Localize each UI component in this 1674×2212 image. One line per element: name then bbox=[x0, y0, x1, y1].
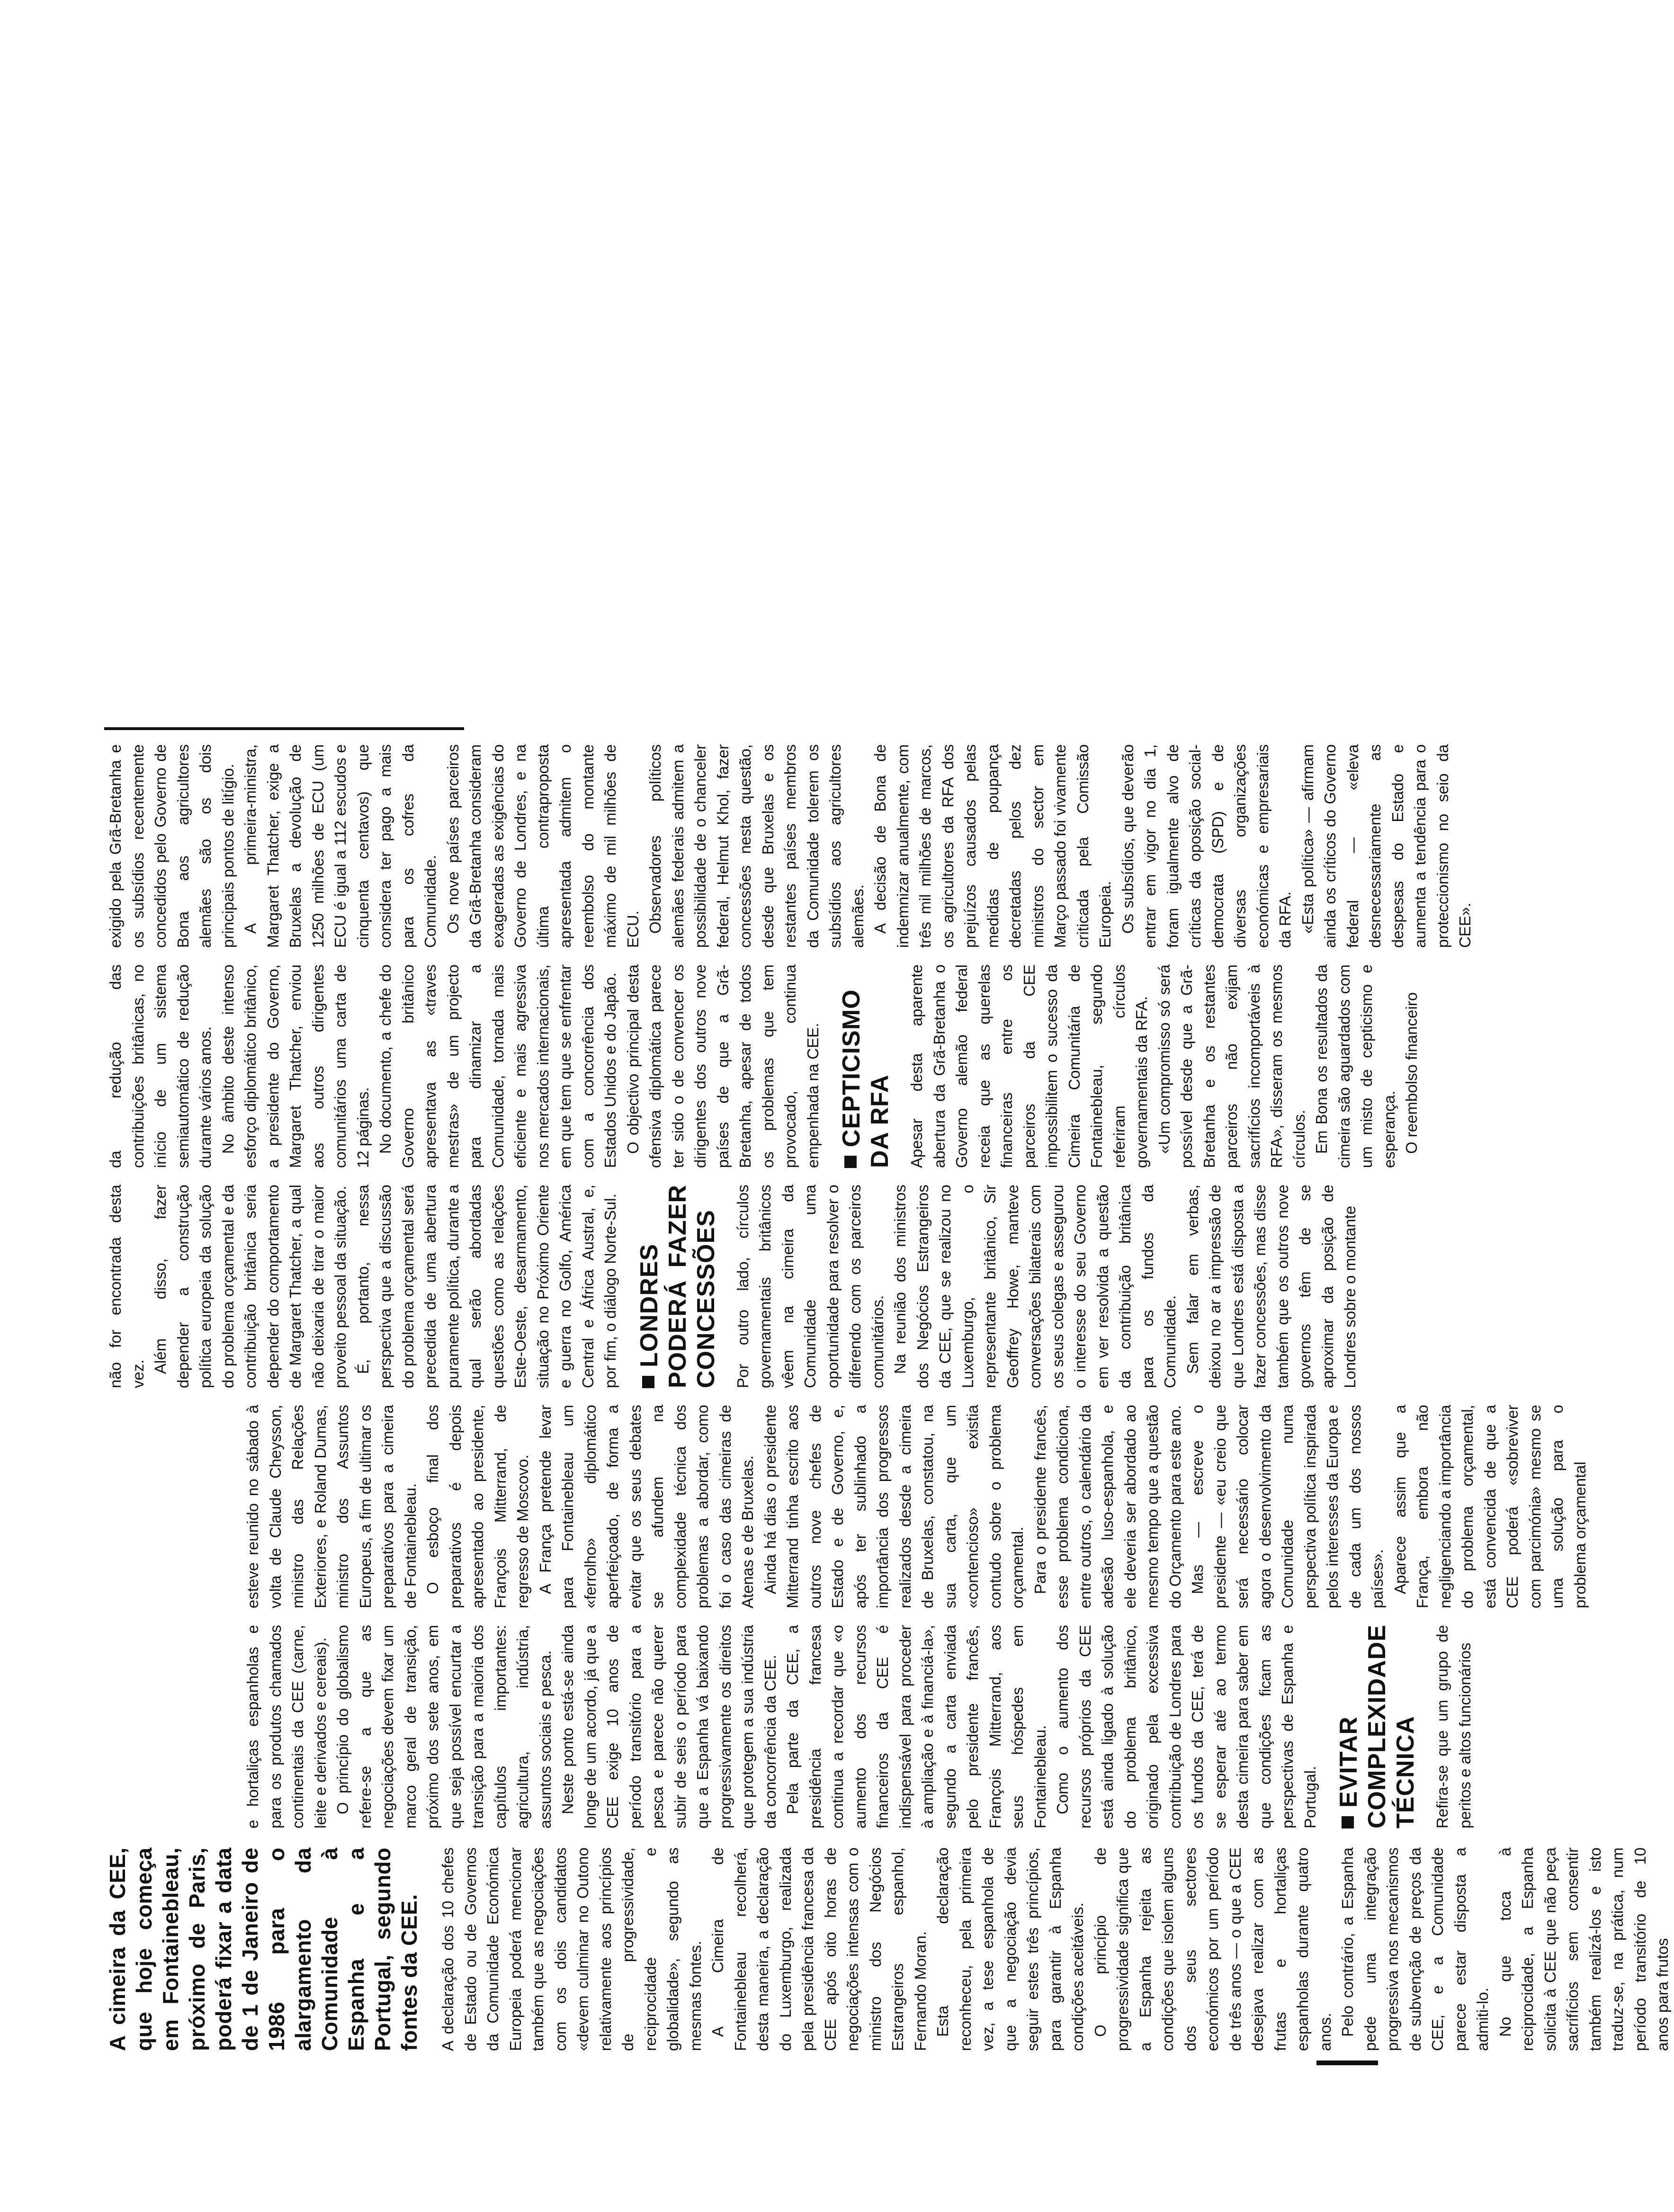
article-column-6 bbox=[104, 744, 1474, 948]
paragraph: No que toca à reciprocidade, a Espanha solicita à CEE que não peça sacrifícios sem consentir também realizá-los e isto traduz-se, na prática, num período transitório de 10 anos para frutos bbox=[1496, 1847, 1671, 2051]
paragraph: não for encontrada desta vez. bbox=[107, 1185, 147, 1388]
paragraph: O reembolso financeiro bbox=[1403, 992, 1420, 1154]
paragraph: O objectivo principal desta ofensiva diplomática parece ter sido o de convencer os dirigentes dos outros nove países de que a Grã-Bretanha, apesar de todos os problemas que tem provocado, continua empenhada na CEE. bbox=[624, 964, 822, 1168]
paragraph: No documento, a chefe do Governo britânico apresentava as «traves mestras» de um projecto para dinamizar a Comunidade, tornada mais eficiente e mais agressiva nos mercados internacionais, em que tem que se enfrentar com a concorrência dos Estados Unidos e do Japão. bbox=[376, 964, 619, 1168]
paragraph: Na reunião dos ministros dos Negócios Estrangeiros da CEE, que se realizou no Luxemburgo, o representante britânico, Sir Geoffrey Howe, manteve conversações bilaterais com os seus colegas e assegurou o interesse do seu Governo em ver resolvida a questão da contribuição britânica para os fundos da Comunidade. bbox=[891, 1185, 1179, 1388]
square-bullet-icon bbox=[642, 1376, 654, 1388]
article-column-2 bbox=[242, 1624, 1474, 1828]
subheading-text: CEPTICISMO DA RFA bbox=[838, 989, 894, 1168]
article-column-4 bbox=[104, 1185, 1383, 1388]
paragraph: Em Bona os resultados da cimeira são aguardados com um misto de cepticismo e esperança. bbox=[1313, 964, 1398, 1168]
paragraph: Além disso, fazer depender a construção política europeia da solução do problema orçamental e da contribuição britânica seria depender do comportamento de Margaret Thatcher, a qual não deixaria de tirar o maior proveito pessoal da situação. bbox=[152, 1185, 349, 1388]
paragraph: e hortaliças espanholas e para os produtos chamados continentais da CEE (carne, leite e derivados e cereais). bbox=[244, 1625, 329, 1828]
paragraph: Observadores políticos alemães federais admitem a possibilidade de o chanceler federal, Helmut Khol, fazer concessões nesta questão, desde que Bruxelas e os restantes países membros da Comunidade tolerem os subsídios aos agricultores alemães. bbox=[646, 744, 867, 948]
paragraph: A decisão de Bona de indemnizar anualmente, com três mil milhões de marcos, os agricultores da RFA dos prejuízos causados pelas medidas de poupança decretadas pelos dez ministros do sector em Março passado foi vivamente criticada pela Comissão Europeia. bbox=[871, 744, 1114, 948]
paragraph: esteve reunido no sábado à volta de Claude Cheysson, ministro das Relações Exteriores, e Roland Dumas, ministro dos Assuntos Europeus, a fim de ultimar os preparativos para a cimeira de Fontainebleau. bbox=[244, 1405, 419, 1608]
paragraph: Pelo contrário, a Espanha pede uma integração progressiva nos mecanismos de subvenção de preços da CEE, e a Comunidade parece estar disposta a admiti-lo. bbox=[1339, 1847, 1491, 2051]
square-bullet-icon bbox=[844, 1156, 857, 1168]
paragraph: Os subsídios, que deverão entrar em vigor no dia 1, foram igualmente alvo de críticas da oposição social-democrata (SPD) e de diversas organizações económicas e empresariais da RFA. bbox=[1119, 744, 1294, 948]
paragraph: Esta declaração reconheceu, pela primeira vez, a tese espanhola de que a negociação devia seguir estes três princípios, para garantir à Espanha condições aceitáveis. bbox=[934, 1847, 1086, 2051]
article-column-5 bbox=[104, 964, 1420, 1168]
paragraph: Para o presidente francês, esse problema condiciona, entre outros, o calendário da adesão luso-espanhola, e ele deveria ser abordado ao mesmo tempo que a questão do Orçamento para este ano. bbox=[1031, 1405, 1184, 1608]
paragraph: Pela parte da CEE, a presidência francesa continua a recordar que «o aumento dos recursos financeiros da CEE é indispensável para proceder à ampliação e à financiá-la», segundo a carta enviada pelo presidente francês, François Mitterrand, aos seus hóspedes em Fontainebleau. bbox=[784, 1625, 1049, 1828]
paragraph: O princípio de progressividade significa que a Espanha rejeita as condições que isolem alguns dos seus sectores económicos por um período de três anos — o que a CEE desejava realizar com as frutas e hortaliças espanholas durante quatro anos. bbox=[1091, 1847, 1334, 2051]
paragraph: «Esta política» — afirmam ainda os críticos do Governo federal — «eleva desnecessariamente as despesas do Estado e aumenta a tendência para o proteccionismo no seio da CEE». bbox=[1298, 744, 1474, 948]
column-end-rule bbox=[104, 727, 464, 730]
column-rule bbox=[1316, 2060, 1378, 2065]
paragraph: A primeira-ministra, Margaret Thatcher, exige a Bruxelas a devolução de 1250 milhões de ECU (um ECU é igual a 112 escudos e cinquenta centavos) que considera ter pago a mais para os cofres da Comunidade. bbox=[242, 744, 439, 948]
paragraph: Neste ponto está-se ainda longe de um acordo, já que a CEE exige 10 anos de período transitório para a pesca e parece não querer subir de seis o período para que a Espanha vá baixando progressivamente os direitos que protegem a sua indústria da concorrência da CEE. bbox=[559, 1625, 779, 1828]
subheading bbox=[1334, 1625, 1420, 1828]
paragraph: A declaração dos 10 chefes de Estado ou de Governos da Comunidade Económica Europeia poderá mencionar também que as negociações com os dois candidatos «devem culminar no Outono relativamente aos princípios de progressividade, reciprocidade e globalidade», segundo as mesmas fontes. bbox=[439, 1847, 704, 2051]
subheading-text: LONDRES PODERÁ FAZER CONCESSÕES bbox=[635, 1185, 720, 1388]
paragraph: Como o aumento dos recursos próprios da CEE está ainda ligado à solução do problema britânico, originado pela excessiva contribuição de Londres para os fundos da CEE, terá de se esperar até ao termo desta cimeira para saber em que condições ficam as perspectivas de Espanha e Portugal. bbox=[1054, 1625, 1319, 1828]
subheading bbox=[837, 964, 894, 1168]
paragraph: A França pretende levar para Fontainebleau um «ferrolho» diplomático aperfeiçoado, de forma a evitar que os seus debates se afundem na complexidade técnica dos problemas a abordar, como foi o caso das cimeiras de Atenas e de Bruxelas. bbox=[536, 1405, 756, 1608]
newspaper-article bbox=[104, 81, 1671, 2051]
paragraph: Refira-se que um grupo de peritos e altos funcionários bbox=[1433, 1625, 1474, 1828]
paragraph: O princípio do globalismo refere-se a que as negociações devem fixar um marco geral de transição, próximo dos sete anos, em que seja possível encurtar a transição para a maioria dos capítulos importantes: agricultura, indústria, assuntos sociais e pesca. bbox=[334, 1625, 554, 1828]
paragraph: «Um compromisso só será possível desde que a Grã-Bretanha e os restantes parceiros não exijam sacrifícios incomportáveis à RFA», disseram os mesmos círculos. bbox=[1155, 964, 1308, 1168]
paragraph: Os nove países parceiros da Grã-Bretanha consideram exageradas as exigências do Governo de Londres, e na última contraproposta apresentada admitem o reembolso do montante máximo de mil milhões de ECU. bbox=[444, 744, 642, 948]
paragraph: Ainda há dias o presidente Mitterrand tinha escrito aos outros nove chefes de Estado e de Governo, e, após ter sublinhado a importância dos progressos realizados desde a cimeira de Bruxelas, constatou, na sua carta, que um «contencioso» existia contudo sobre o problema orçamental. bbox=[761, 1405, 1026, 1608]
paragraph: Aparece assim que a França, embora não negligenciando a importância do problema orçamental, está convencida de que a CEE poderá «sobreviver com parcimónia» mesmo se uma solução para o problema orçamental bbox=[1391, 1405, 1589, 1608]
headline: A cimeira da CEE, que hoje começa em Fontainebleau, próximo de Paris, poderá fixar a data de 1 de Janeiro de 1986 para o alargamento da Comunidade à Espanha e a Portugal, segundo fontes da CEE. bbox=[105, 1847, 421, 2051]
paragraph: No âmbito deste intenso esforço diplomático britânico, a presidente do Governo, Margaret Thatcher, enviou aos outros dirigentes comunitários uma carta de 12 páginas. bbox=[219, 964, 372, 1168]
paragraph: Mas — escreve o presidente — «eu creio que será necessário colocar agora o desenvolvimento da Comunidade numa perspectiva política inspirada pelos interesses da Europa e de cada um dos nossos países». bbox=[1189, 1405, 1386, 1608]
article-column-1 bbox=[104, 1847, 1671, 2051]
paragraph: Sem falar em verbas, deixou no ar a impressão de que Londres está disposta a fazer concessões, mas disse também que os outros nove governos têm de se aproximar da posição de Londres sobre o montante bbox=[1183, 1185, 1359, 1388]
paragraph: Apesar desta aparente abertura da Grã-Bretanha o Governo alemão federal receia que as querelas financeiras entre os parceiros da CEE impossibilitem o sucesso da Cimeira Comunitária de Fontainebleau, segundo referiram círculos governamentais da RFA. bbox=[908, 964, 1150, 1168]
square-bullet-icon bbox=[1342, 1816, 1354, 1828]
paragraph: da redução das contribuições britânicas, no início de um sistema semiautomático de redução durante vários anos. bbox=[107, 964, 214, 1168]
paragraph: A Cimeira de Fontainebleau recolherá, desta maneira, a declaração do Luxemburgo, realizada pela presidência francesa da CEE após oito horas de negociações intensas com o ministro dos Negócios Estrangeiros espanhol, Fernando Moran. bbox=[709, 1847, 929, 2051]
paragraph: O esboço final dos preparativos é depois apresentado ao presidente, François Mitterrand, de regresso de Moscovo. bbox=[424, 1405, 531, 1608]
subheading-text: EVITAR COMPLEXIDADE TÉCNICA bbox=[1335, 1624, 1419, 1828]
subheading bbox=[635, 1185, 720, 1388]
paragraph: É, portanto, nessa perspectiva que a discussão do problema orçamental será precedida de uma abertura puramente política, durante a qual serão abordadas questões como as relações Este-Oeste, desarmamento, situação no Próximo Oriente e guerra no Golfo, América Central e África Austral, e, por fim, o diálogo Norte-Sul. bbox=[354, 1185, 619, 1388]
paragraph: exigido pela Grã-Bretanha e os subsídios recentemente concedidos pelo Governo de Bona aos agricultores alemães são os dois principais pontos de litígio. bbox=[107, 744, 237, 948]
article-column-3 bbox=[242, 1405, 1589, 1608]
paragraph: Por outro lado, círculos governamentais britânicos vêem na cimeira da Comunidade uma oportunidade para resolver o diferendo com os parceiros comunitários. bbox=[734, 1185, 886, 1388]
